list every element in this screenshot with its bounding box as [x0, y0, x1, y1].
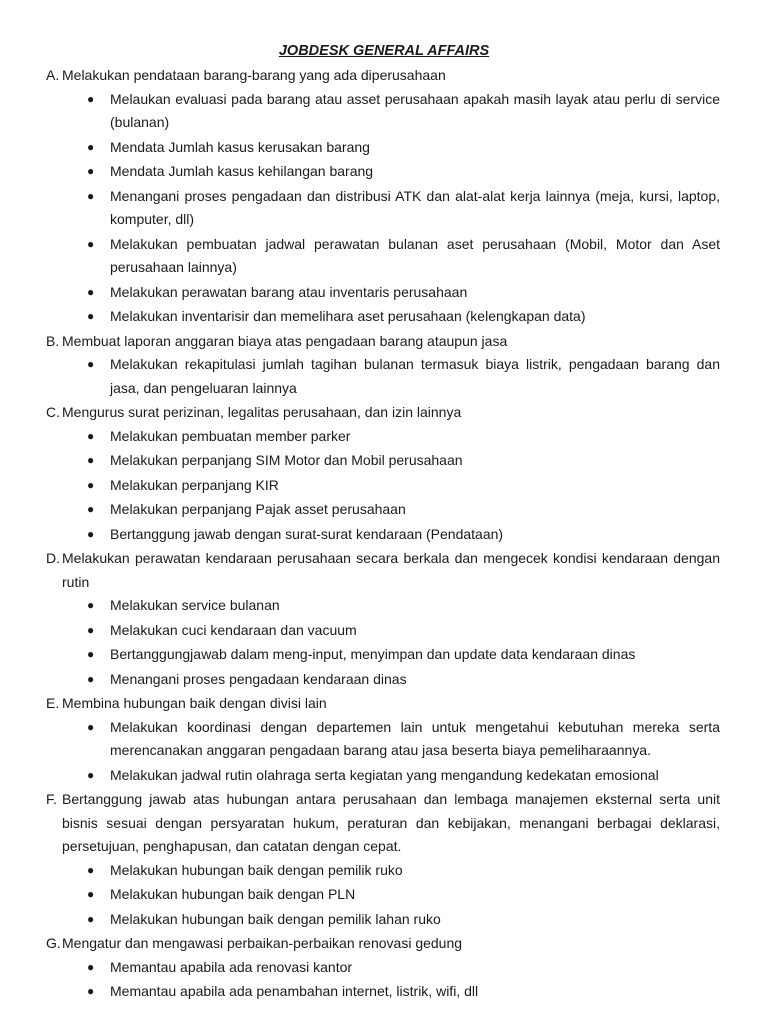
list-item-text: Memantau apabila ada penambahan internet, listrik, wifi, dll: [110, 983, 479, 999]
bullet-list: [46, 425, 720, 547]
list-item: [46, 353, 720, 400]
section-letter: E.: [46, 695, 60, 711]
bullet-icon: ●: [87, 767, 95, 782]
list-item: [46, 449, 720, 473]
bullet-icon: ●: [87, 164, 95, 178]
list-item: [46, 716, 720, 763]
section: [46, 64, 720, 329]
list-item-text: Melakukan service bulanan: [110, 597, 280, 613]
list-item-text: Mendata Jumlah kasus kerusakan barang: [110, 138, 370, 155]
bullet-icon: ●: [87, 671, 95, 686]
bullet-icon: ●: [87, 502, 95, 516]
list-item-text: Melakukan koordinasi dengan departemen lain untuk mengetahui kebutuhan mereka serta merencanakan anggaran pengadaan barang atau jasa beserta biaya pemeliharaannya.: [110, 718, 720, 758]
list-item: [46, 281, 720, 305]
list-item-text: Bertanggungjawab dalam meng-input, menyimpan dan update data kendaraan dinas: [110, 646, 636, 662]
list-item: [46, 908, 720, 932]
bullet-icon: ●: [87, 719, 95, 734]
section: [46, 401, 720, 546]
section-text: Melakukan pendataan barang-barang yang ada diperusahaan: [62, 67, 446, 83]
list-item-text: Melakukan perpanjang SIM Motor dan Mobil perusahaan: [110, 452, 463, 468]
bullet-icon: ●: [87, 477, 95, 492]
section-text: Bertanggung jawab atas hubungan antara perusahaan dan lembaga manajemen eksternal serta unit bisnis sesuai dengan persyaratan hukum, peraturan dan kebijakan, menangani berbagai deklarasi, persetujuan, penghapusan, dan catatan dengan cepat.: [62, 791, 720, 854]
bullet-list: [46, 353, 720, 400]
list-item-text: Menangani proses pengadaan kendaraan dinas: [110, 670, 407, 687]
section-text: Mengurus surat perizinan, legalitas perusahaan, dan izin lainnya: [62, 404, 462, 420]
bullet-icon: ●: [87, 139, 95, 154]
list-item-text: Bertanggung jawab dengan surat-surat kendaraan (Pendataan): [110, 525, 504, 542]
list-item: [46, 594, 720, 618]
list-item: [46, 956, 720, 980]
list-item-text: Melakukan pembuatan member parker: [110, 427, 351, 444]
list-item: [46, 136, 720, 160]
bullet-list: [46, 716, 720, 788]
list-item-text: Melakukan pembuatan jadwal perawatan bulanan aset perusahaan (Mobil, Motor dan Aset perusahaan lainnya): [110, 235, 720, 275]
section: [46, 932, 720, 1004]
bullet-icon: ●: [87, 453, 95, 467]
bullet-icon: ●: [87, 357, 95, 371]
list-item-text: Menangani proses pengadaan dan distribusi ATK dan alat-alat kerja lainnya (meja, kursi, laptop, komputer, dll): [110, 187, 720, 227]
bullet-icon: ●: [87, 911, 95, 926]
section-letter: C.: [46, 404, 60, 420]
section-heading: [46, 547, 720, 594]
section-list: [46, 64, 720, 1005]
section: [46, 547, 720, 691]
bullet-icon: ●: [87, 428, 95, 443]
section: [46, 788, 720, 931]
section-heading: [46, 932, 720, 956]
list-item-text: Melakukan rekapitulasi jumlah tagihan bulanan termasuk biaya listrik, pengadaan barang dan jasa, dan pengeluaran lainnya: [110, 356, 720, 396]
bullet-list: [46, 956, 720, 1004]
list-item: [46, 883, 720, 907]
section: [46, 330, 720, 401]
list-item: [46, 305, 720, 329]
list-item-text: Melakukan cuci kendaraan dan vacuum: [110, 621, 357, 638]
bullet-icon: ●: [87, 622, 95, 637]
section-letter: B.: [46, 332, 60, 349]
list-item: [46, 233, 720, 280]
section-heading: [46, 64, 720, 88]
list-item-text: Melakukan perpanjang KIR: [110, 476, 279, 493]
section-letter: G.: [46, 935, 61, 951]
list-item: [46, 474, 720, 498]
list-item: [46, 764, 720, 788]
section-heading: [46, 788, 720, 859]
list-item-text: Melaukan evaluasi pada barang atau asset perusahaan apakah masih layak atau perlu di service (bulanan): [110, 90, 720, 130]
section-text: Melakukan perawatan kendaraan perusahaan secara berkala dan mengecek kondisi kendaraan dengan rutin: [62, 550, 720, 590]
bullet-icon: ●: [87, 309, 95, 323]
list-item-text: Melakukan inventarisir dan memelihara aset perusahaan (kelengkapan data): [110, 308, 586, 324]
bullet-icon: ●: [87, 284, 95, 299]
list-item-text: Melakukan perpanjang Pajak asset perusahaan: [110, 501, 406, 517]
list-item: [46, 523, 720, 547]
list-item-text: Memantau apabila ada renovasi kantor: [110, 958, 353, 975]
list-item-text: Melakukan hubungan baik dengan PLN: [110, 886, 356, 902]
list-item: [46, 498, 720, 522]
list-item-text: Melakukan jadwal rutin olahraga serta kegiatan yang mengandung kedekatan emosional: [110, 766, 659, 783]
list-item: [46, 88, 720, 135]
list-item: [46, 619, 720, 643]
section-heading: [46, 401, 720, 425]
bullet-icon: ●: [87, 91, 95, 106]
list-item: [46, 643, 720, 667]
bullet-icon: ●: [87, 887, 95, 901]
list-item-text: Mendata Jumlah kasus kehilangan barang: [110, 163, 374, 179]
bullet-icon: ●: [87, 598, 95, 612]
list-item-text: Melakukan hubungan baik dengan pemilik ruko: [110, 861, 403, 878]
list-item-text: Melakukan hubungan baik dengan pemilik lahan ruko: [110, 910, 441, 927]
bullet-icon: ●: [87, 862, 95, 877]
section-text: Membuat laporan anggaran biaya atas pengadaan barang ataupun jasa: [62, 332, 508, 349]
list-item-text: Melakukan perawatan barang atau inventaris perusahaan: [110, 283, 468, 300]
bullet-icon: ●: [87, 959, 95, 974]
section-text: Mengatur dan mengawasi perbaikan-perbaikan renovasi gedung: [62, 935, 463, 951]
list-item: [46, 668, 720, 692]
list-item: [46, 859, 720, 883]
bullet-icon: ●: [87, 647, 95, 661]
section: [46, 692, 720, 787]
list-item: [46, 425, 720, 449]
bullet-list: [46, 88, 720, 329]
bullet-icon: ●: [87, 188, 95, 203]
bullet-icon: ●: [87, 526, 95, 541]
section-text: Membina hubungan baik dengan divisi lain: [62, 695, 327, 711]
list-item: [46, 185, 720, 232]
section-letter: A.: [46, 67, 60, 83]
section-heading: [46, 330, 720, 354]
section-heading: [46, 692, 720, 716]
bullet-list: [46, 594, 720, 691]
section-letter: D.: [46, 550, 60, 566]
list-item: [46, 160, 720, 184]
bullet-icon: ●: [87, 236, 95, 251]
list-item: [46, 980, 720, 1004]
document-title: JOBDESK GENERAL AFFAIRS: [278, 43, 490, 59]
bullet-list: [46, 859, 720, 932]
bullet-icon: ●: [87, 984, 95, 998]
section-letter: F.: [46, 791, 57, 807]
